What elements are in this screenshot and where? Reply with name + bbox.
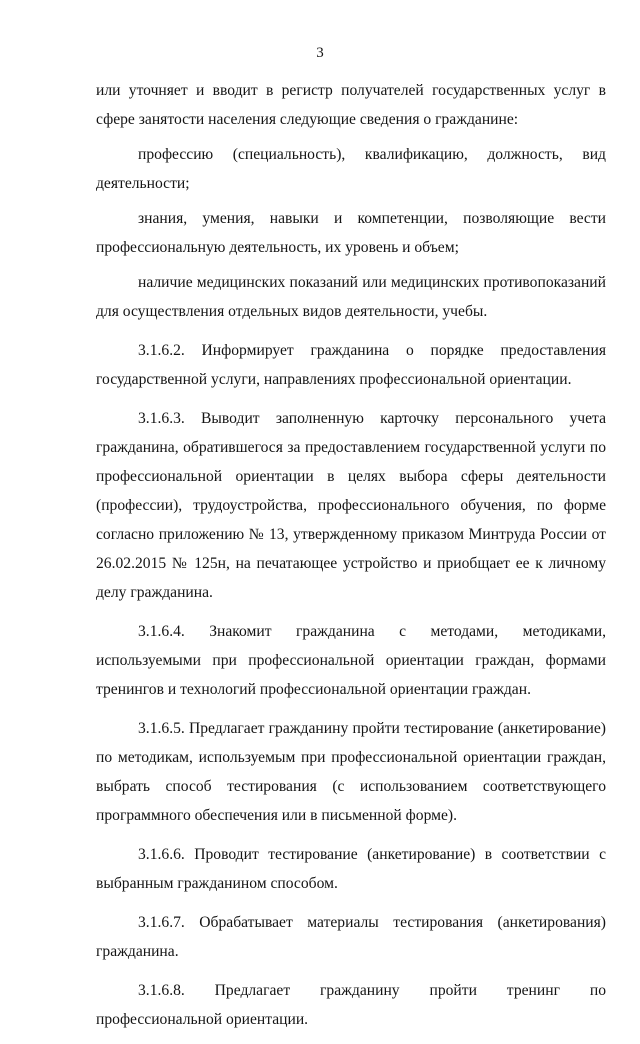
paragraph-list-item-profession: профессию (специальность), квалификацию, должность, вид деятельности; <box>96 146 606 192</box>
paragraph-3-1-6-7: 3.1.6.7. Обрабатывает материалы тестирования (анкетирования) гражданина. <box>96 914 606 960</box>
paragraph-intro: или уточняет и вводит в регистр получателей государственных услуг в сфере занятости населения следующие сведения о гражданине: <box>96 82 606 128</box>
paragraph-list-item-skills: знания, умения, навыки и компетенции, позволяющие вести профессиональную деятельность, их уровень и объем; <box>96 210 606 256</box>
paragraph-3-1-6-4: 3.1.6.4. Знакомит гражданина с методами, методиками, используемыми при профессиональной ориентации граждан, формами тренингов и технологий профессиональной ориентации граждан. <box>96 623 606 698</box>
page-number: 3 <box>316 45 324 61</box>
document-body <box>96 76 606 1044</box>
paragraph-3-1-6-2: 3.1.6.2. Информирует гражданина о порядке предоставления государственной услуги, направлениях профессиональной ориентации. <box>96 342 606 388</box>
paragraph-list-item-medical: наличие медицинских показаний или медицинских противопоказаний для осуществления отдельных видов деятельности, учебы. <box>96 274 606 320</box>
paragraph-3-1-6-5: 3.1.6.5. Предлагает гражданину пройти тестирование (анкетирование) по методикам, используемым при профессиональной ориентации граждан, выбрать способ тестирования (с использованием соответствующего программного обеспечения или в письменной форме). <box>96 720 606 824</box>
paragraph-3-1-6-3: 3.1.6.3. Выводит заполненную карточку персонального учета гражданина, обратившегося за предоставлением государственной услуги по профессиональной ориентации в целях выбора сферы деятельности (профессии), трудоустройства, профессионального обучения, по форме согласно приложению № 13, утвержденному приказом Минтруда России от 26.02.2015 № 125н, на печатающее устройство и приобщает ее к личному делу гражданина. <box>96 410 606 601</box>
paragraph-3-1-6-6: 3.1.6.6. Проводит тестирование (анкетирование) в соответствии с выбранным гражданином способом. <box>96 846 606 892</box>
paragraph-3-1-6-8: 3.1.6.8. Предлагает гражданину пройти тренинг по профессиональной ориентации. <box>96 982 606 1028</box>
